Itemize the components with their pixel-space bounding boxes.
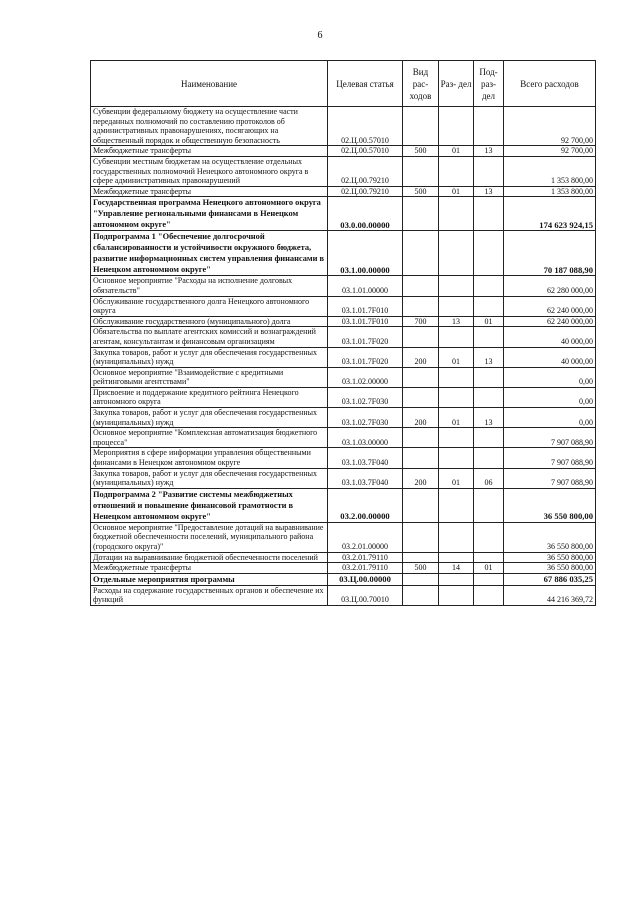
cell-section: 01	[439, 468, 474, 488]
cell-target-article: 02.Ц.00.79210	[328, 156, 403, 186]
table-row	[91, 367, 596, 387]
cell-subsection: 06	[474, 468, 504, 488]
table-row	[91, 522, 596, 552]
cell-target-article: 03.2.01.79110	[328, 552, 403, 563]
table-row	[91, 573, 596, 585]
table-row	[91, 156, 596, 186]
cell-subsection	[474, 327, 504, 347]
cell-target-article: 03.1.02.7F030	[328, 387, 403, 407]
cell-name: Основное мероприятие "Комплексная автоматизация бюджетного процесса"	[91, 428, 328, 448]
cell-expense-type	[403, 585, 439, 605]
table-row	[91, 327, 596, 347]
cell-name: Основное мероприятие "Предоставление дотаций на выравнивание бюджетной обеспеченности поселений, муниципального района (городского округа)"	[91, 522, 328, 552]
cell-expense-type	[403, 367, 439, 387]
header-article: Целевая статья	[328, 61, 403, 107]
cell-name: Расходы на содержание государственных органов и обеспечение их функций	[91, 585, 328, 605]
cell-amount: 7 907 088,90	[504, 468, 596, 488]
cell-subsection	[474, 522, 504, 552]
cell-target-article: 03.1.02.7F030	[328, 408, 403, 428]
cell-subsection	[474, 197, 504, 231]
cell-target-article: 03.Ц.00.00000	[328, 573, 403, 585]
cell-target-article: 03.2.01.79110	[328, 563, 403, 574]
cell-expense-type	[403, 231, 439, 276]
cell-subsection	[474, 448, 504, 468]
cell-name: Межбюджетные трансферты	[91, 146, 328, 157]
cell-section: 13	[439, 316, 474, 327]
cell-amount: 92 700,00	[504, 107, 596, 146]
table-row	[91, 387, 596, 407]
header-total: Всего расходов	[504, 61, 596, 107]
cell-subsection	[474, 231, 504, 276]
cell-amount: 40 000,00	[504, 327, 596, 347]
cell-amount: 62 280 000,00	[504, 276, 596, 296]
cell-target-article: 03.2.00.00000	[328, 488, 403, 522]
cell-target-article: 02.Ц.00.79210	[328, 186, 403, 197]
cell-section	[439, 327, 474, 347]
table-row	[91, 448, 596, 468]
cell-amount: 7 907 088,90	[504, 448, 596, 468]
cell-name: Основное мероприятие "Взаимодействие с кредитными рейтинговыми агентствами"	[91, 367, 328, 387]
cell-expense-type	[403, 107, 439, 146]
cell-expense-type: 700	[403, 316, 439, 327]
cell-expense-type	[403, 276, 439, 296]
cell-expense-type: 500	[403, 146, 439, 157]
cell-name: Обязательства по выплате агентских комиссий и вознаграждений агентам, консультантам и финансовым организациям	[91, 327, 328, 347]
cell-amount: 174 623 924,15	[504, 197, 596, 231]
cell-section	[439, 522, 474, 552]
cell-name: Межбюджетные трансферты	[91, 186, 328, 197]
table-row	[91, 316, 596, 327]
cell-section	[439, 276, 474, 296]
cell-section: 01	[439, 408, 474, 428]
cell-expense-type: 200	[403, 347, 439, 367]
table-row	[91, 296, 596, 316]
table-row	[91, 276, 596, 296]
cell-amount: 0,00	[504, 387, 596, 407]
table-row	[91, 552, 596, 563]
cell-section	[439, 156, 474, 186]
table-body	[91, 107, 596, 606]
cell-subsection: 01	[474, 563, 504, 574]
cell-amount: 0,00	[504, 367, 596, 387]
cell-amount: 40 000,00	[504, 347, 596, 367]
cell-name: Подпрограмма 1 "Обеспечение долгосрочной сбалансированности и устойчивости окружного бюджета, развитие информационных систем управления финансами в Ненецком автономном округе"	[91, 231, 328, 276]
table-header-row	[91, 61, 596, 107]
cell-subsection	[474, 585, 504, 605]
cell-expense-type	[403, 296, 439, 316]
cell-name: Закупка товаров, работ и услуг для обеспечения государственных (муниципальных) нужд	[91, 347, 328, 367]
cell-section	[439, 488, 474, 522]
table-row	[91, 585, 596, 605]
cell-section: 01	[439, 347, 474, 367]
cell-section: 01	[439, 186, 474, 197]
cell-expense-type	[403, 552, 439, 563]
cell-section	[439, 573, 474, 585]
cell-target-article: 03.1.03.00000	[328, 428, 403, 448]
cell-amount: 1 353 800,00	[504, 186, 596, 197]
cell-subsection	[474, 276, 504, 296]
cell-subsection	[474, 573, 504, 585]
cell-expense-type: 200	[403, 468, 439, 488]
cell-subsection	[474, 428, 504, 448]
cell-section: 14	[439, 563, 474, 574]
cell-name: Субвенции местным бюджетам на осуществление отдельных государственных полномочий Ненецкого автономного округа в сфере административных правонарушений	[91, 156, 328, 186]
cell-section	[439, 367, 474, 387]
cell-amount: 92 700,00	[504, 146, 596, 157]
cell-section	[439, 428, 474, 448]
cell-name: Закупка товаров, работ и услуг для обеспечения государственных (муниципальных) нужд	[91, 408, 328, 428]
cell-subsection	[474, 552, 504, 563]
cell-subsection	[474, 367, 504, 387]
cell-amount: 70 187 088,90	[504, 231, 596, 276]
table-row	[91, 231, 596, 276]
cell-target-article: 03.1.03.7F040	[328, 468, 403, 488]
cell-name: Подпрограмма 2 "Развитие системы межбюджетных отношений и повышение финансовой грамотности в Ненецком автономном округе"	[91, 488, 328, 522]
cell-name: Обслуживание государственного долга Ненецкого автономного округа	[91, 296, 328, 316]
cell-expense-type	[403, 197, 439, 231]
cell-name: Отдельные мероприятия программы	[91, 573, 328, 585]
cell-expense-type	[403, 327, 439, 347]
cell-name: Обслуживание государственного (муниципального) долга	[91, 316, 328, 327]
cell-amount: 1 353 800,00	[504, 156, 596, 186]
cell-section	[439, 585, 474, 605]
table-row	[91, 186, 596, 197]
cell-section	[439, 197, 474, 231]
cell-name: Мероприятия в сфере информации управления общественными финансами в Ненецком автономном округе	[91, 448, 328, 468]
cell-name: Субвенции федеральному бюджету на осуществление части переданных полномочий по составлению протоколов об административных правонарушениях, посягающих на общественный порядок и общественную безопасность	[91, 107, 328, 146]
cell-expense-type: 500	[403, 563, 439, 574]
table-row	[91, 107, 596, 146]
cell-section	[439, 448, 474, 468]
cell-section	[439, 296, 474, 316]
cell-target-article: 03.1.01.00000	[328, 276, 403, 296]
table-row	[91, 468, 596, 488]
table-row	[91, 197, 596, 231]
cell-expense-type	[403, 428, 439, 448]
cell-target-article: 03.1.03.7F040	[328, 448, 403, 468]
table-row	[91, 347, 596, 367]
cell-target-article: 03.Ц.00.70010	[328, 585, 403, 605]
cell-expense-type	[403, 488, 439, 522]
table-row	[91, 563, 596, 574]
cell-amount: 62 240 000,00	[504, 316, 596, 327]
cell-section	[439, 552, 474, 563]
cell-subsection: 13	[474, 347, 504, 367]
cell-amount: 62 240 000,00	[504, 296, 596, 316]
cell-target-article: 03.1.01.7F020	[328, 327, 403, 347]
cell-target-article: 03.0.00.00000	[328, 197, 403, 231]
cell-subsection	[474, 107, 504, 146]
table-row	[91, 488, 596, 522]
cell-expense-type	[403, 156, 439, 186]
cell-name: Межбюджетные трансферты	[91, 563, 328, 574]
table-row	[91, 146, 596, 157]
header-section: Раз- дел	[439, 61, 474, 107]
cell-subsection: 13	[474, 408, 504, 428]
cell-amount: 0,00	[504, 408, 596, 428]
cell-expense-type	[403, 522, 439, 552]
cell-section	[439, 387, 474, 407]
cell-target-article: 02.Ц.00.57010	[328, 107, 403, 146]
cell-amount: 7 907 088,90	[504, 428, 596, 448]
cell-section: 01	[439, 146, 474, 157]
cell-subsection	[474, 156, 504, 186]
cell-target-article: 03.2.01.00000	[328, 522, 403, 552]
cell-expense-type	[403, 448, 439, 468]
cell-target-article: 02.Ц.00.57010	[328, 146, 403, 157]
cell-expense-type	[403, 387, 439, 407]
cell-subsection	[474, 488, 504, 522]
budget-table	[90, 60, 596, 606]
cell-subsection: 01	[474, 316, 504, 327]
page-number: 6	[317, 30, 323, 41]
cell-subsection	[474, 296, 504, 316]
cell-target-article: 03.1.01.7F010	[328, 316, 403, 327]
cell-name: Основное мероприятие "Расходы на исполнение долговых обязательств"	[91, 276, 328, 296]
cell-expense-type: 200	[403, 408, 439, 428]
table-row	[91, 408, 596, 428]
cell-amount: 36 550 800,00	[504, 563, 596, 574]
cell-section	[439, 231, 474, 276]
cell-subsection: 13	[474, 186, 504, 197]
cell-expense-type	[403, 573, 439, 585]
header-expense-type: Вид рас- ходов	[403, 61, 439, 107]
cell-amount: 67 886 035,25	[504, 573, 596, 585]
cell-subsection	[474, 387, 504, 407]
cell-section	[439, 107, 474, 146]
cell-name: Дотации на выравнивание бюджетной обеспеченности поселений	[91, 552, 328, 563]
cell-amount: 44 216 369,72	[504, 585, 596, 605]
cell-name: Государственная программа Ненецкого автономного округа "Управление региональными финансами в Ненецком автономном округе"	[91, 197, 328, 231]
cell-target-article: 03.1.02.00000	[328, 367, 403, 387]
cell-target-article: 03.1.00.00000	[328, 231, 403, 276]
cell-target-article: 03.1.01.7F010	[328, 296, 403, 316]
cell-amount: 36 550 800,00	[504, 488, 596, 522]
cell-subsection: 13	[474, 146, 504, 157]
cell-target-article: 03.1.01.7F020	[328, 347, 403, 367]
cell-name: Закупка товаров, работ и услуг для обеспечения государственных (муниципальных) нужд	[91, 468, 328, 488]
cell-expense-type: 500	[403, 186, 439, 197]
cell-amount: 36 550 800,00	[504, 522, 596, 552]
cell-amount: 36 550 800,00	[504, 552, 596, 563]
header-name: Наименование	[91, 61, 328, 107]
table-row	[91, 428, 596, 448]
header-subsection: Под- раз- дел	[474, 61, 504, 107]
cell-name: Присвоение и поддержание кредитного рейтинга Ненецкого автономного округа	[91, 387, 328, 407]
